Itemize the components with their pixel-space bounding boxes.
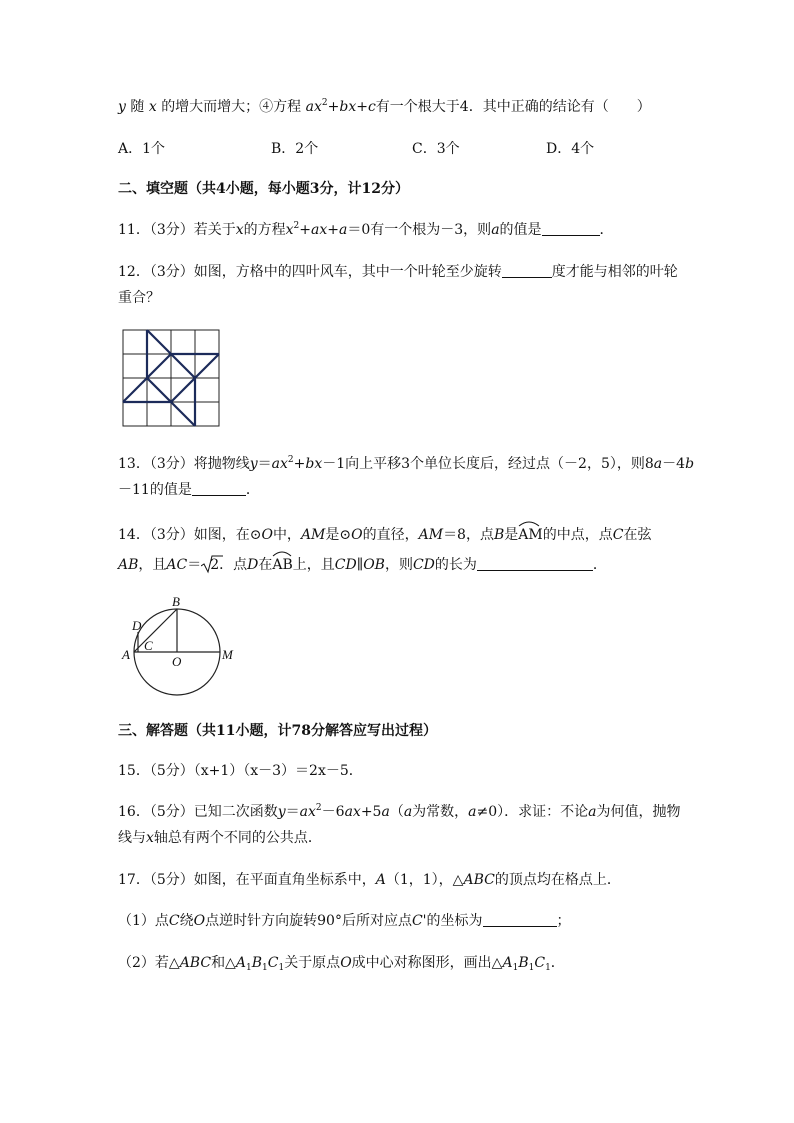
question-12-line2: 重合？ [118,290,160,306]
question-17-part2: （2）若△ABC和$\triangle A_1B_1C_1$关于原点O成中心对称图形，画出$\triangle A_1B_1C_1$． [118,955,565,973]
answer-blank [542,221,600,236]
section-3-title: 三、解答题（共11小题，计78分解答应写出过程） [118,723,437,739]
q10-continuation: y 随 x 的增大而增大；④方程 $ax^2+bx+c$有一个根大于4．其中正确的结论有（ ） [118,98,651,115]
question-17-part1: （1）点C绕O点逆时针方向旋转90°后所对应点C'的坐标为 ； [118,913,571,929]
option-d: D．4个 [546,141,595,157]
windmill-grid-figure [121,328,220,428]
question-15: 15．（5分）（x+1）（x－3）＝2x－5． [118,763,363,779]
arc-ab: AB [272,556,292,574]
section-2-title: 二、填空题（共4小题，每小题3分，计12分） [118,181,409,197]
label-a: A [122,647,130,662]
question-14-line2: AB，且AC＝ 2．点D在 AB上，且CD∥OB，则CD的长为 ． [118,556,607,574]
question-16-line2: 线与x轴总有两个不同的公共点． [118,830,322,846]
option-c: C．3个 [412,141,460,157]
circle-figure [118,592,248,696]
question-14: 14．（3分）如图，在⊙O中，AM是⊙O的直径，AM＝8，点B是 AM的中点，点C在弦 [118,526,651,544]
answer-blank [477,556,593,571]
label-c: C [144,638,153,653]
label-m: M [222,647,233,662]
arc-am: AM [518,526,542,544]
answer-blank [502,263,552,278]
question-16: 16．（5分）已知二次函数$y=ax^2-6ax+5a(a$为常数，a≠0）．求证：不论a为何值，抛物 [118,803,681,820]
question-13-line2: －11的值是 ． [118,482,260,498]
option-b: B．2个 [271,141,319,157]
label-b: B [172,594,180,609]
question-13: 13．（3分）将抛物线$y=ax^2+bx-1$向上平移3个单位长度后，经过点（－2，5），则8a－4b [118,455,695,472]
question-11: 11．（3分）若关于x的方程$x^2+ax+a=0$有一个根为－3，则a的值是 ． [118,221,614,238]
label-d: D [132,618,142,633]
label-o: O [172,654,182,669]
option-a: A．1个 [118,141,166,157]
answer-blank [192,481,246,496]
answer-blank [483,912,557,927]
question-12: 12．（3分）如图，方格中的四叶风车，其中一个叶轮至少旋转 度才能与相邻的叶轮 [118,264,678,280]
question-17: 17．（5分）如图，在平面直角坐标系中，A（1，1），△ABC的顶点均在格点上． [118,872,621,888]
